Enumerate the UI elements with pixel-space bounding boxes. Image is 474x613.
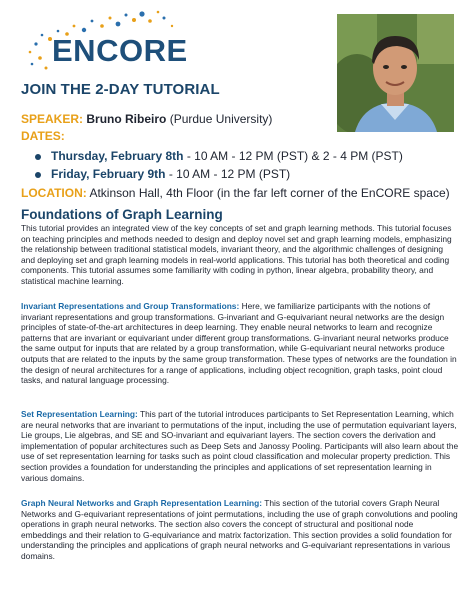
speaker-affiliation: (Purdue University): [169, 112, 273, 126]
logo-text-en: EN: [52, 33, 97, 68]
date-item: [35, 166, 461, 183]
date-time: - 10 AM - 12 PM (PST): [165, 167, 291, 181]
section-text: This section of the tutorial covers Graph Neural Networks and G-equivariant representations of joint permutations, including the use of graph convolutions and pooling operations in graph neural networks. The section also covers the concept of structural and positional node embeddings and their relation to G-equivariance and matrix factorization. This section provides a solid foundation for understanding the principles and applications of graph neural networks and G-equivariant representations in various domains.: [21, 498, 458, 561]
bullet-icon: [35, 172, 41, 178]
speaker-line: [21, 111, 461, 128]
dates-line: [21, 128, 461, 145]
invariant-section-paragraph: [21, 301, 459, 386]
dates-list: [35, 148, 461, 183]
date-time: - 10 AM - 12 PM (PST) & 2 - 4 PM (PST): [183, 149, 403, 163]
logo-text-core: CORE: [96, 33, 188, 68]
section-title: Foundations of Graph Learning: [21, 207, 223, 222]
encore-logo: [22, 6, 212, 76]
location-label: LOCATION: [21, 186, 83, 200]
event-details: [21, 111, 461, 202]
page-title: JOIN THE 2-DAY TUTORIAL: [21, 81, 220, 98]
intro-paragraph: This tutorial provides an integrated view of the key concepts of set and graph learning methods. This tutorial focuses on teaching principles and methods needed to design and deploy novel set and graph learning models, emphasizing the relationship between traditional statistical models, invariant theory, and the algorithmic challenges of designing and deploying set and graph learning models in real-world applications. This tutorial has both theoretical and coding components. This tutorial assumes some familiarity with coding in python, linear algebra, probability theory, and statistical machine learning.: [21, 223, 452, 286]
section-text: Here, we familiarize participants with the notions of invariant representations and group transformations. G-invariant and G-equivariant neural networks are the design principles of state-of-the-art architectures in deep learning. They enable neural networks to learn and recognize patterns that are invariant or equivariant under different group transformations. G-invariant neural networks produce the same output for inputs that are related by a group transformation, while G-equivariant neural networks produce outputs that are related to the inputs by the same group transformation. These types of networks are the foundation in the design of neural architectures for a range of applications, including object recognition, graph tasks, point cloud tasks, and natural language processing.: [21, 301, 457, 386]
speaker-label: SPEAKER:: [21, 112, 84, 126]
location-separator: :: [82, 186, 87, 200]
location-text: Atkinson Hall, 4th Floor (in the far left corner of the EnCORE space): [86, 186, 450, 200]
set-learning-section-paragraph: [21, 409, 459, 483]
section-heading: Set Representation Learning:: [21, 409, 138, 419]
dates-label: DATES:: [21, 129, 65, 143]
logo-wordmark: [52, 33, 188, 69]
location-line: [21, 185, 461, 202]
date-day: Thursday, February 8th: [51, 149, 184, 163]
date-item: [35, 148, 461, 165]
date-day: Friday, February 9th: [51, 167, 166, 181]
speaker-name: Bruno Ribeiro: [86, 112, 167, 126]
section-text: This part of the tutorial introduces participants to Set Representation Learning, which are neural networks that are invariant to permutations of the input, including the use of permutation equivariant layers, Lie groups, Lie algebras, and SE and SO-invariant and equivariant layers. The section covers the derivation and implementation of popular architectures such as Deep Sets and Janossy Pooling. Participants will also learn about the use of set representation learning for tasks such as point cloud classification and molecular property prediction. This section provides a foundation for understanding the principles and applications of set representation learning in various domains.: [21, 409, 459, 483]
section-heading: Graph Neural Networks and Graph Representation Learning:: [21, 498, 263, 508]
section-heading: Invariant Representations and Group Transformations:: [21, 301, 240, 311]
bullet-icon: [35, 154, 41, 160]
gnn-section-paragraph: [21, 498, 459, 562]
